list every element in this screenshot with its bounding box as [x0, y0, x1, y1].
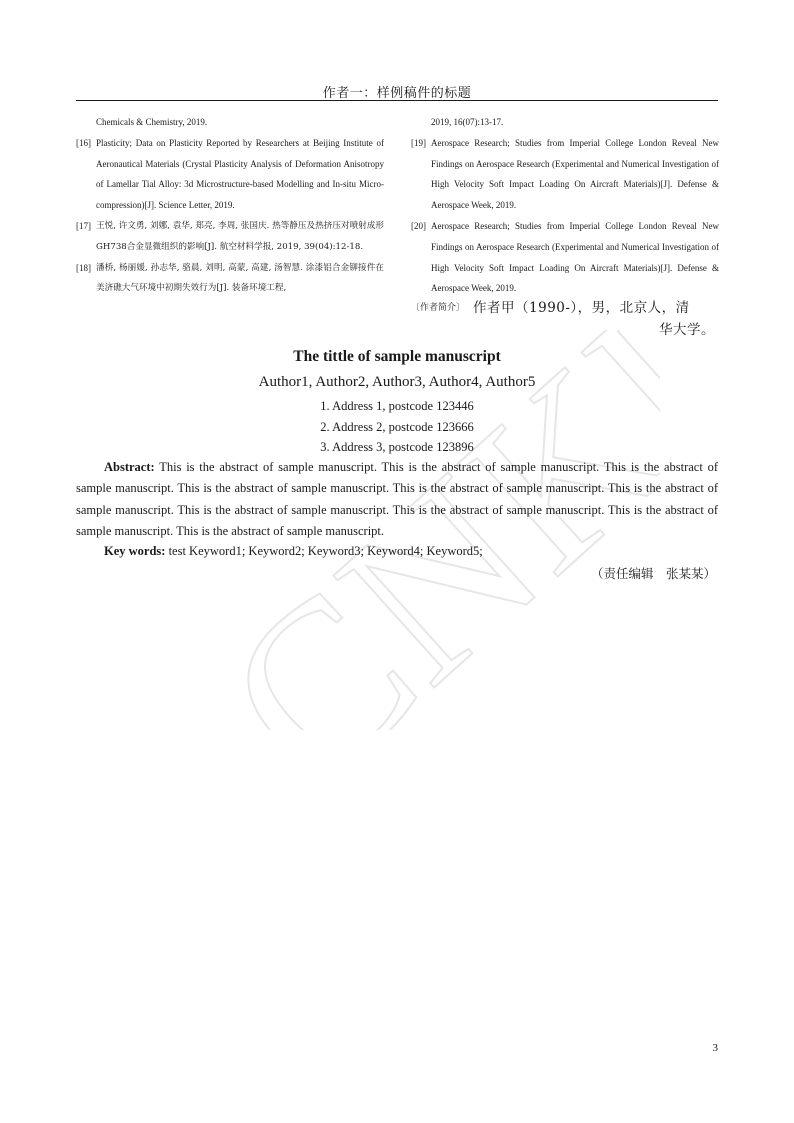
reference-number: [18] [76, 262, 91, 273]
reference-text: Plasticity; Data on Plasticity Reported by Researchers at Beijing Institute of Aeronautical Materials (Crystal Plasticity Analysis of Deformation Anisotropy of Lamellar Tial Alloy: 3d Microstructure-based Modelling and In-situ Micro-compression)[J]. Science Letter, 2019. [96, 137, 384, 211]
references-left-column [76, 112, 384, 299]
reference-text: Aerospace Research; Studies from Imperial College London Reveal New Findings on Aerospace Research (Experimental and Numerical Investigation of High Velocity Soft Impact Loading On Aircraft Materials)[J]. Defense & Aerospace Week, 2019. [431, 220, 719, 294]
reference-text: Aerospace Research; Studies from Imperial College London Reveal New Findings on Aerospace Research (Experimental and Numerical Investigation of High Velocity Soft Impact Loading On Aircraft Materials)[J]. Defense & Aerospace Week, 2019. [431, 137, 719, 211]
keywords-label: Key words: [104, 544, 166, 558]
reference-text: 2019, 16(07):13-17. [431, 117, 504, 127]
author-bio-line2: 华大学。 [659, 322, 715, 339]
reference-text: 潘桥, 杨丽媛, 孙志华, 骆晨, 刘明, 高蒙, 高建, 汤智慧. 涂漆铝合金铆接件在美济礁大气环境中初期失效行为[J]. 装备环境工程, [96, 262, 384, 294]
reference-entry [411, 216, 719, 299]
reference-entry [76, 258, 384, 300]
references-right-column [411, 112, 719, 341]
english-authors: Author1, Author2, Author3, Author4, Author5 [258, 374, 536, 390]
address-line: 2. Address 2, postcode 123666 [320, 419, 474, 434]
reference-entry [76, 216, 384, 258]
reference-entry [76, 112, 384, 133]
reference-entry [411, 112, 719, 133]
english-abstract [76, 457, 718, 542]
address-line: 3. Address 3, postcode 123896 [320, 440, 474, 454]
header-rule [76, 100, 718, 101]
page-number: 3 [712, 1042, 718, 1054]
author-bio-label: 〔作者简介〕 [411, 303, 466, 314]
responsible-editor: （责任编辑 张某某） [590, 566, 716, 581]
english-keywords [76, 541, 718, 562]
author-bio [411, 297, 719, 341]
reference-number: [17] [76, 220, 91, 231]
author-bio-line1: 作者甲（1990-），男，北京人，清 [473, 300, 690, 317]
running-title: 作者一：样例稿件的标题 [322, 86, 472, 101]
watermark-text: CNKI [178, 330, 660, 730]
keywords-text: test Keyword1; Keyword2; Keyword3; Keyword4; Keyword5; [165, 544, 483, 558]
address-line: 1. Address 1, postcode 123446 [320, 399, 474, 413]
reference-text: 王悦, 许文勇, 刘娜, 袁华, 郑亮, 李周, 张国庆. 热等静压及热挤压对喷射成形GH738合金显微组织的影响[J]. 航空材料学报, 2019, 39(04):12-18. [96, 220, 384, 252]
address-list [0, 396, 794, 458]
english-title: The tittle of sample manuscript [293, 348, 501, 365]
reference-number: [20] [411, 220, 426, 231]
abstract-label: Abstract: [104, 460, 155, 474]
reference-number: [16] [76, 137, 91, 148]
abstract-text: This is the abstract of sample manuscript. This is the abstract of sample manuscript. This is the abstract of sample manuscript. This is the abstract of sample manuscript. This is the abstract of sample manuscript. This is the abstract of sample manuscript. This is the abstract of sample manuscript. This is the abstract of sample manuscript. This is the abstract of sample manuscript. This is the abstract of sample manuscript. [76, 460, 718, 538]
reference-number: [19] [411, 137, 426, 148]
reference-entry [411, 133, 719, 216]
reference-text: Chemicals & Chemistry, 2019. [96, 117, 208, 127]
reference-entry [76, 133, 384, 216]
